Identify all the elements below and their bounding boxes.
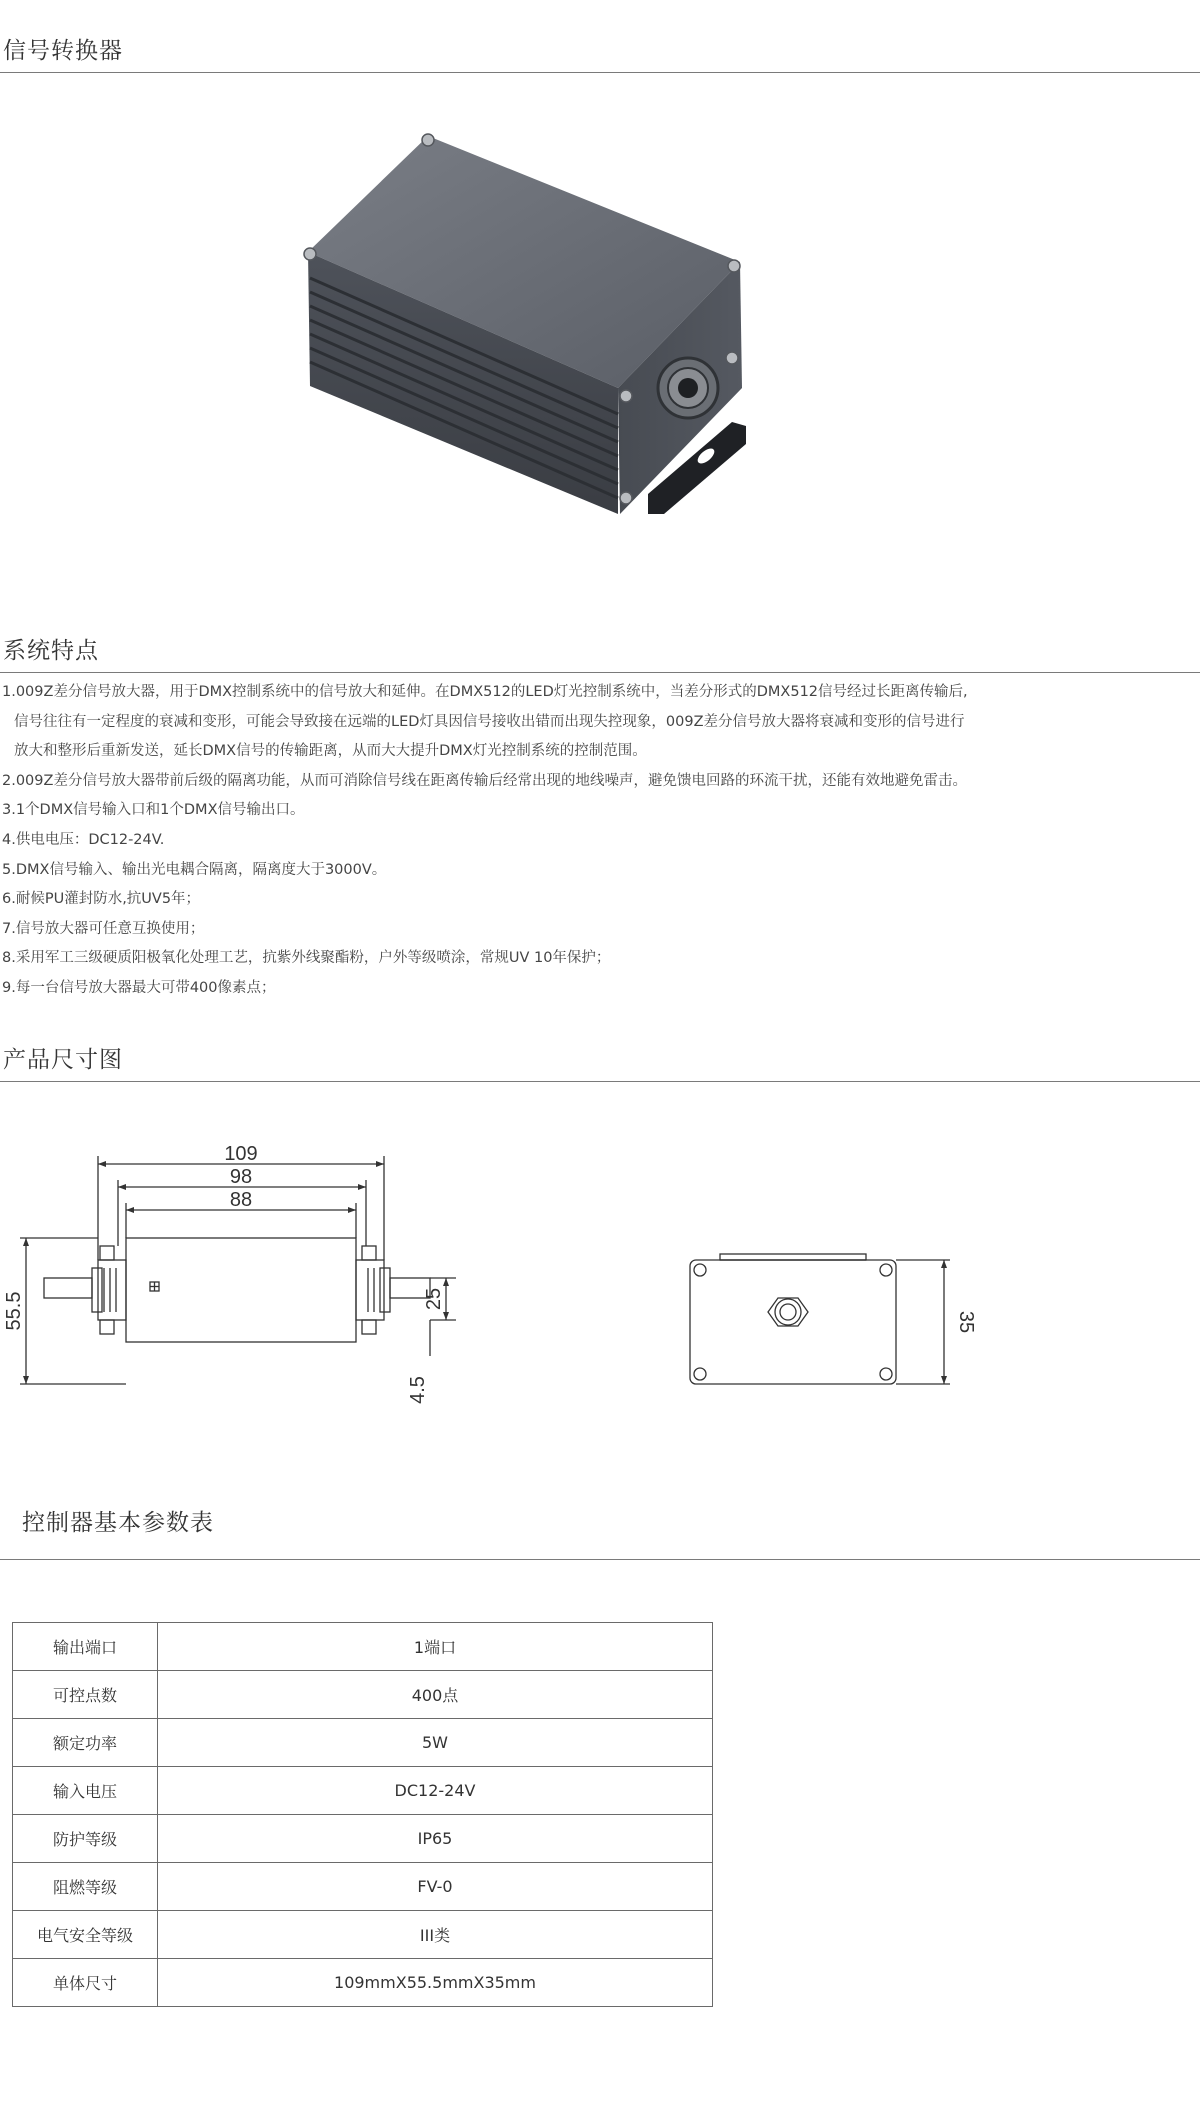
table-row — [13, 1911, 713, 1959]
dim-label-98: 98 — [229, 1166, 253, 1188]
feature-line: 放大和整形后重新发送，延长DMX信号的传输距离，从而大大提升DMX灯光控制系统的控制范围。 — [14, 743, 647, 760]
feature-line: 4.供电电压：DC12-24V. — [2, 831, 165, 848]
param-value: FV-0 — [158, 1863, 713, 1911]
dimension-section-title: 产品尺寸图 — [0, 1045, 1200, 1082]
feature-line: 5.DMX信号输入、输出光电耦合隔离，隔离度大于3000V。 — [2, 861, 387, 878]
table-row — [13, 1863, 713, 1911]
param-value: IP65 — [158, 1815, 713, 1863]
param-value: 1端口 — [158, 1623, 713, 1671]
param-value: DC12-24V — [158, 1767, 713, 1815]
params-section-title: 控制器基本参数表 — [0, 1508, 1200, 1560]
dim-label-4-5: 4.5 — [407, 1376, 429, 1404]
feature-line: 1.009Z差分信号放大器，用于DMX控制系统中的信号放大和延伸。在DMX512的LED灯光控制系统中，当差分形式的DMX512信号经过长距离传输后, — [2, 684, 968, 700]
param-value: 400点 — [158, 1671, 713, 1719]
table-row — [13, 1719, 713, 1767]
param-key: 防护等级 — [13, 1815, 158, 1863]
param-value: 5W — [158, 1719, 713, 1767]
param-value: 109mmX55.5mmX35mm — [158, 1959, 713, 2007]
table-row — [13, 1671, 713, 1719]
feature-line: 信号往往有一定程度的衰减和变形，可能会导致接在远端的LED灯具因信号接收出错而出现失控现象，009Z差分信号放大器将衰减和变形的信号进行 — [14, 713, 965, 730]
dimension-drawing — [0, 1130, 1200, 1430]
param-value: III类 — [158, 1911, 713, 1959]
dim-label-109: 109 — [224, 1143, 258, 1165]
dim-label-35: 35 — [955, 1310, 977, 1334]
table-row — [13, 1815, 713, 1863]
feature-line: 3.1个DMX信号输入口和1个DMX信号输出口。 — [2, 802, 305, 819]
dim-label-55-5: 55.5 — [3, 1291, 25, 1331]
dim-label-88: 88 — [229, 1189, 253, 1211]
spec-table — [12, 1622, 713, 2007]
param-key: 单体尺寸 — [13, 1959, 158, 2007]
param-key: 输入电压 — [13, 1767, 158, 1815]
param-key: 额定功率 — [13, 1719, 158, 1767]
param-key: 阻燃等级 — [13, 1863, 158, 1911]
features-list — [2, 678, 1192, 1004]
feature-line: 6.耐候PU灌封防水,抗UV5年； — [2, 891, 201, 908]
param-key: 输出端口 — [13, 1623, 158, 1671]
feature-line: 2.009Z差分信号放大器带前后级的隔离功能，从而可消除信号线在距离传输后经常出现的地线噪声，避免馈电回路的环流干扰，还能有效地避免雷击。 — [2, 772, 967, 789]
features-section-title: 系统特点 — [0, 636, 1200, 673]
product-photo — [296, 126, 756, 516]
feature-line: 7.信号放大器可任意互换使用； — [2, 920, 205, 937]
feature-line: 9.每一台信号放大器最大可带400像素点； — [2, 979, 276, 996]
param-key: 电气安全等级 — [13, 1911, 158, 1959]
table-row — [13, 1767, 713, 1815]
feature-line: 8.采用军工三级硬质阳极氧化处理工艺，抗紫外线聚酯粉，户外等级喷涂，常规UV 10年保护； — [2, 950, 611, 967]
table-row — [13, 1623, 713, 1671]
param-key: 可控点数 — [13, 1671, 158, 1719]
dim-label-25: 25 — [423, 1287, 445, 1311]
product-section-title: 信号转换器 — [0, 36, 1200, 73]
table-row — [13, 1959, 713, 2007]
